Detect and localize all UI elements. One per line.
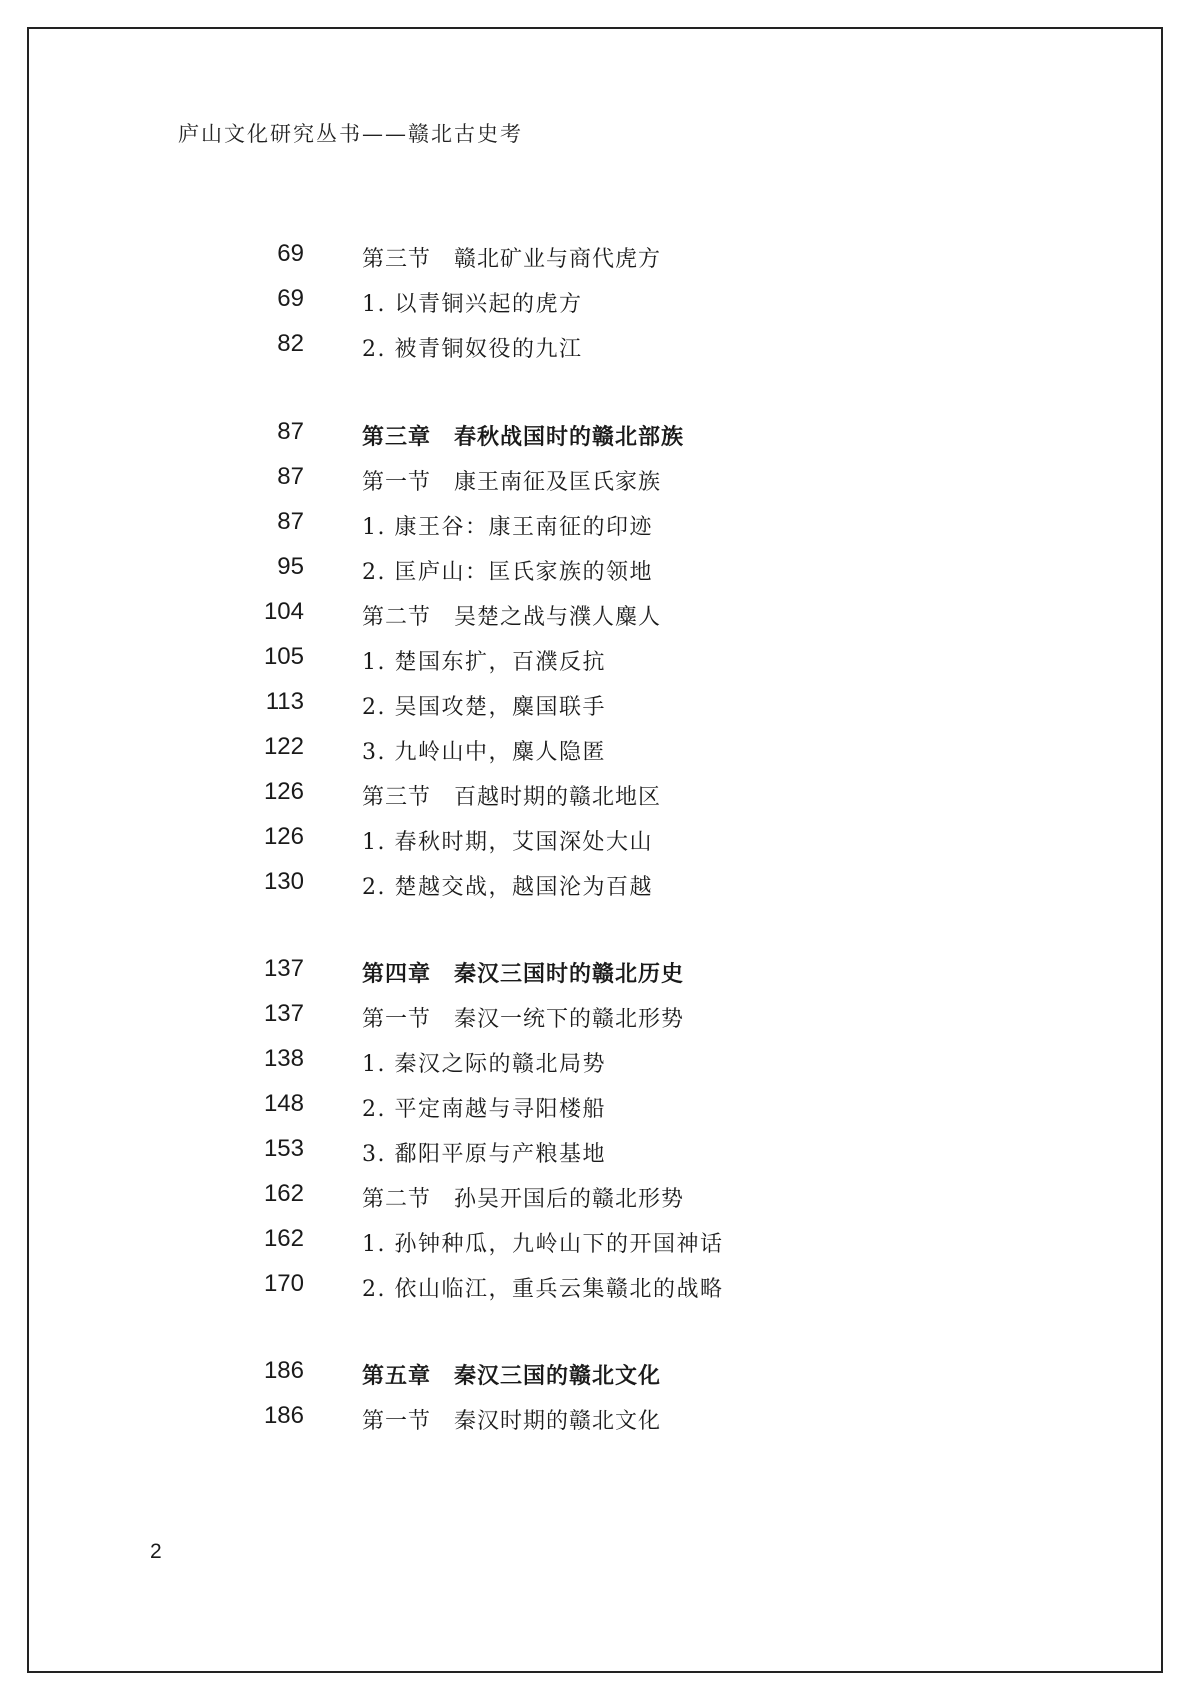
toc-row [0, 1180, 1189, 1214]
toc-title: 2. 吴国攻楚，麋国联手 [362, 695, 606, 720]
toc-row [0, 688, 1189, 722]
toc-title: 2. 被青铜奴役的九江 [362, 337, 583, 362]
toc-title: 3. 九岭山中，麋人隐匿 [362, 740, 606, 765]
toc-row [0, 330, 1189, 364]
toc-page-number: 137 [263, 955, 304, 982]
toc-page-number: 87 [277, 418, 304, 445]
toc-title: 第三节 百越时期的赣北地区 [362, 785, 662, 810]
toc-title: 第二节 孙吴开国后的赣北形势 [362, 1187, 685, 1212]
toc-page-number: 95 [277, 553, 304, 580]
toc-page-number: 87 [277, 463, 304, 490]
toc-row [0, 240, 1189, 274]
toc-title: 2. 平定南越与寻阳楼船 [362, 1097, 606, 1122]
toc-page-number: 122 [263, 733, 304, 760]
toc-page-number: 69 [277, 285, 304, 312]
toc-page-number: 126 [263, 823, 304, 850]
toc-title: 2. 楚越交战，越国沦为百越 [362, 875, 653, 900]
toc-row [0, 643, 1189, 677]
toc-title: 2. 匡庐山：匡氏家族的领地 [362, 560, 653, 585]
toc-row [0, 1045, 1189, 1079]
toc-page-number: 105 [263, 643, 304, 670]
toc-row [0, 1402, 1189, 1436]
toc-title: 第二节 吴楚之战与濮人麋人 [362, 605, 662, 630]
toc-page-number: 82 [277, 330, 304, 357]
toc-title: 3. 鄱阳平原与产粮基地 [362, 1142, 606, 1167]
toc-page-number: 153 [263, 1135, 304, 1162]
toc-row [0, 1357, 1189, 1391]
toc-row [0, 1090, 1189, 1124]
toc-row [0, 823, 1189, 857]
toc-title: 1. 楚国东扩，百濮反抗 [362, 650, 606, 675]
toc-page-number: 162 [263, 1180, 304, 1207]
toc-row [0, 508, 1189, 542]
toc-page-number: 186 [263, 1402, 304, 1429]
toc-row [0, 553, 1189, 587]
toc-row [0, 733, 1189, 767]
toc-title: 第三节 赣北矿业与商代虎方 [362, 247, 662, 272]
toc-page-number: 137 [263, 1000, 304, 1027]
toc-page-number: 170 [263, 1270, 304, 1297]
toc-title: 1. 以青铜兴起的虎方 [362, 292, 583, 317]
toc-page-number: 162 [263, 1225, 304, 1252]
toc-page-number: 148 [263, 1090, 304, 1117]
toc-title: 1. 康王谷：康王南征的印迹 [362, 515, 653, 540]
toc-row [0, 418, 1189, 452]
toc-page-number: 130 [263, 868, 304, 895]
toc-title: 第一节 秦汉一统下的赣北形势 [362, 1007, 685, 1032]
toc-row [0, 778, 1189, 812]
toc-row [0, 463, 1189, 497]
toc-row [0, 285, 1189, 319]
toc-page-number: 87 [277, 508, 304, 535]
toc-chapter-title: 第四章 秦汉三国时的赣北历史 [362, 962, 685, 987]
running-header: 庐山文化研究丛书——赣北古史考 [178, 122, 523, 146]
toc-chapter-title: 第三章 春秋战国时的赣北部族 [362, 425, 685, 450]
toc-row [0, 868, 1189, 902]
toc-title: 1. 春秋时期，艾国深处大山 [362, 830, 653, 855]
toc-row [0, 1225, 1189, 1259]
toc-title: 1. 秦汉之际的赣北局势 [362, 1052, 606, 1077]
toc-title: 第一节 秦汉时期的赣北文化 [362, 1409, 662, 1434]
toc-row [0, 1135, 1189, 1169]
toc-title: 1. 孙钟种瓜，九岭山下的开国神话 [362, 1232, 724, 1257]
toc-page-number: 69 [277, 240, 304, 267]
toc-row [0, 598, 1189, 632]
toc-chapter-title: 第五章 秦汉三国的赣北文化 [362, 1364, 662, 1389]
toc-row [0, 955, 1189, 989]
page-number: 2 [150, 1540, 162, 1563]
toc-title: 第一节 康王南征及匡氏家族 [362, 470, 662, 495]
toc-page-number: 113 [265, 688, 304, 715]
toc-row [0, 1270, 1189, 1304]
toc-page-number: 138 [263, 1045, 304, 1072]
toc-page-number: 126 [263, 778, 304, 805]
toc-row [0, 1000, 1189, 1034]
toc-title: 2. 依山临江，重兵云集赣北的战略 [362, 1277, 724, 1302]
toc-page-number: 186 [263, 1357, 304, 1384]
toc-page-number: 104 [263, 598, 304, 625]
